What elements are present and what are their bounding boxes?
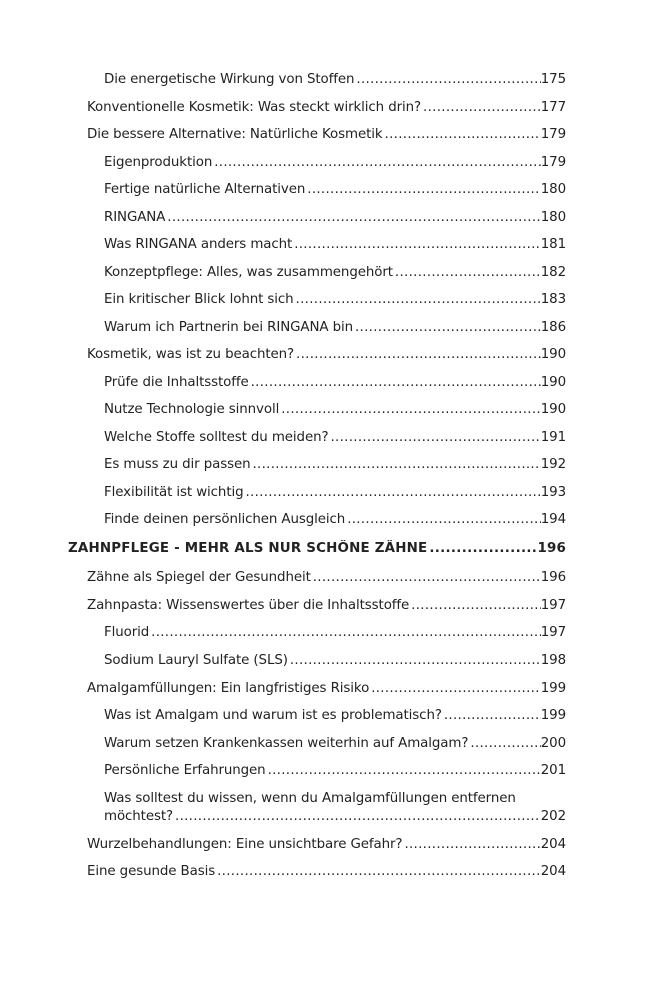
toc-entry-title: Es muss zu dir passen	[104, 457, 251, 472]
toc-dot-leader	[468, 735, 540, 752]
toc-row	[104, 401, 566, 418]
toc-page-number: 197	[540, 625, 566, 640]
toc-entry-title: Ein kritischer Blick lohnt sich	[104, 292, 294, 307]
toc-page-number: 200	[540, 736, 566, 751]
toc-dot-leader	[173, 808, 541, 825]
toc-page-number: 175	[540, 72, 566, 87]
toc-row	[104, 808, 566, 825]
toc-dot-leader	[402, 836, 540, 853]
toc-page-number: 204	[540, 837, 566, 852]
toc-dot-leader	[288, 652, 541, 669]
toc-dot-leader	[250, 456, 540, 473]
toc-entry-title: Prüfe die Inhaltsstoffe	[104, 375, 249, 390]
toc-row	[87, 863, 566, 880]
toc-page-number: 177	[540, 100, 566, 115]
toc-dot-leader	[305, 181, 540, 198]
toc-row	[104, 652, 566, 669]
toc-row	[87, 346, 566, 363]
toc-entry-title: Zähne als Spiegel der Gesundheit	[87, 570, 311, 585]
toc-entry-title: Die energetische Wirkung von Stoffen	[104, 72, 355, 87]
toc-page-number: 194	[540, 512, 566, 527]
toc-row	[104, 624, 566, 641]
toc-page-number: 179	[540, 127, 566, 142]
toc-entry-title: Fluorid	[104, 625, 150, 640]
toc-row	[104, 429, 566, 446]
toc-page-number: 182	[540, 265, 566, 280]
toc-entry-title: Flexibilität ist wichtig	[104, 485, 244, 500]
toc-entry-title: Die bessere Alternative: Natürliche Kosmetik	[87, 127, 383, 142]
toc-entry-title: Warum ich Partnerin bei RINGANA bin	[104, 320, 353, 335]
toc-row	[104, 236, 566, 253]
toc-entry-title: RINGANA	[104, 210, 166, 225]
toc-dot-leader	[311, 569, 541, 586]
toc-dot-leader	[328, 429, 540, 446]
toc-page-number: 196	[537, 541, 566, 556]
toc-row	[104, 374, 566, 391]
toc-page-number: 191	[540, 430, 566, 445]
toc-page-number: 180	[540, 210, 566, 225]
toc-page-number: 199	[540, 708, 566, 723]
toc-entry-title-continued: möchtest?	[104, 809, 174, 824]
toc-row	[104, 762, 566, 779]
toc-dot-leader	[244, 484, 541, 501]
toc-dot-leader	[353, 319, 541, 336]
toc-entry-title: Eigenproduktion	[104, 155, 213, 170]
toc-page-number: 179	[540, 155, 566, 170]
toc-dot-leader	[249, 374, 541, 391]
toc-page-number: 201	[540, 763, 566, 778]
toc-dot-leader	[369, 680, 541, 697]
toc-dot-leader	[165, 209, 540, 226]
toc-dot-leader	[292, 236, 541, 253]
toc-dot-leader	[294, 291, 541, 308]
toc-entry-title: Zahnpasta: Wissenswertes über die Inhaltsstoffe	[87, 598, 410, 613]
toc-page-number: 197	[540, 598, 566, 613]
toc-row	[104, 456, 566, 473]
toc-entry-title: Sodium Lauryl Sulfate (SLS)	[104, 653, 288, 668]
toc-row	[104, 71, 566, 88]
toc-page-number: 190	[540, 375, 566, 390]
toc-row	[104, 209, 566, 226]
toc-entry-title: Welche Stoffe solltest du meiden?	[104, 430, 329, 445]
toc-row	[104, 264, 566, 281]
toc-row	[87, 597, 566, 614]
toc-row	[104, 319, 566, 336]
toc-dot-leader	[354, 71, 540, 88]
toc-page-number: 193	[540, 485, 566, 500]
toc-dot-leader	[215, 863, 541, 880]
toc-entry-title: Was solltest du wissen, wenn du Amalgamfüllungen entfernen	[104, 791, 516, 806]
toc-page-number: 196	[540, 570, 566, 585]
toc-page-number: 190	[540, 347, 566, 362]
toc-row	[104, 181, 566, 198]
toc-entry-title: Kosmetik, was ist zu beachten?	[87, 347, 295, 362]
toc-page-number: 181	[540, 237, 566, 252]
toc-row	[104, 154, 566, 171]
toc-row	[68, 540, 566, 557]
toc-row	[104, 707, 566, 724]
toc-dot-leader	[421, 99, 541, 116]
toc-entry-title: Nutze Technologie sinnvoll	[104, 402, 280, 417]
toc-page-number: 186	[540, 320, 566, 335]
toc-page-number: 192	[540, 457, 566, 472]
toc-dot-leader	[383, 126, 541, 143]
toc-entry-title: Konzeptpflege: Alles, was zusammengehört	[104, 265, 393, 280]
toc-row	[104, 291, 566, 308]
toc-row	[104, 511, 566, 528]
toc-page-number: 180	[540, 182, 566, 197]
toc-page-number: 190	[540, 402, 566, 417]
toc-entry-title: Finde deinen persönlichen Ausgleich	[104, 512, 346, 527]
toc-entry-title: Warum setzen Krankenkassen weiterhin auf Amalgam?	[104, 736, 469, 751]
toc-entry-title: Was RINGANA anders macht	[104, 237, 293, 252]
toc-chapter-title: ZAHNPFLEGE - MEHR ALS NUR SCHÖNE ZÄHNE	[68, 541, 428, 556]
toc-page-number: 204	[540, 864, 566, 879]
toc-dot-leader	[442, 707, 541, 724]
toc-entry-title: Wurzelbehandlungen: Eine unsichtbare Gefahr?	[87, 837, 403, 852]
toc-row	[104, 484, 566, 501]
toc-dot-leader	[294, 346, 541, 363]
toc-dot-leader	[345, 511, 541, 528]
toc-row	[87, 99, 566, 116]
toc-row	[87, 680, 566, 697]
toc-entry-title: Was ist Amalgam und warum ist es problematisch?	[104, 708, 442, 723]
toc-dot-leader	[393, 264, 541, 281]
toc-dot-leader	[266, 762, 541, 779]
toc-dot-leader	[427, 540, 537, 557]
toc-row	[87, 836, 566, 853]
toc-dot-leader	[149, 624, 541, 641]
toc-entry-title: Amalgamfüllungen: Ein langfristiges Risiko	[87, 681, 370, 696]
toc-row	[87, 569, 566, 586]
toc-dot-leader	[279, 401, 541, 418]
toc-dot-leader	[409, 597, 541, 614]
toc-page-number: 183	[540, 292, 566, 307]
toc-row	[87, 126, 566, 143]
toc-page-number: 199	[540, 681, 566, 696]
toc-page-number: 198	[540, 653, 566, 668]
toc-entry-title: Konventionelle Kosmetik: Was steckt wirklich drin?	[87, 100, 422, 115]
toc-row	[104, 735, 566, 752]
toc-entry-title: Persönliche Erfahrungen	[104, 763, 266, 778]
toc-entry-title: Fertige natürliche Alternativen	[104, 182, 306, 197]
toc-dot-leader	[212, 154, 541, 171]
toc-page-number: 202	[540, 809, 566, 824]
toc-entry-title: Eine gesunde Basis	[87, 864, 216, 879]
